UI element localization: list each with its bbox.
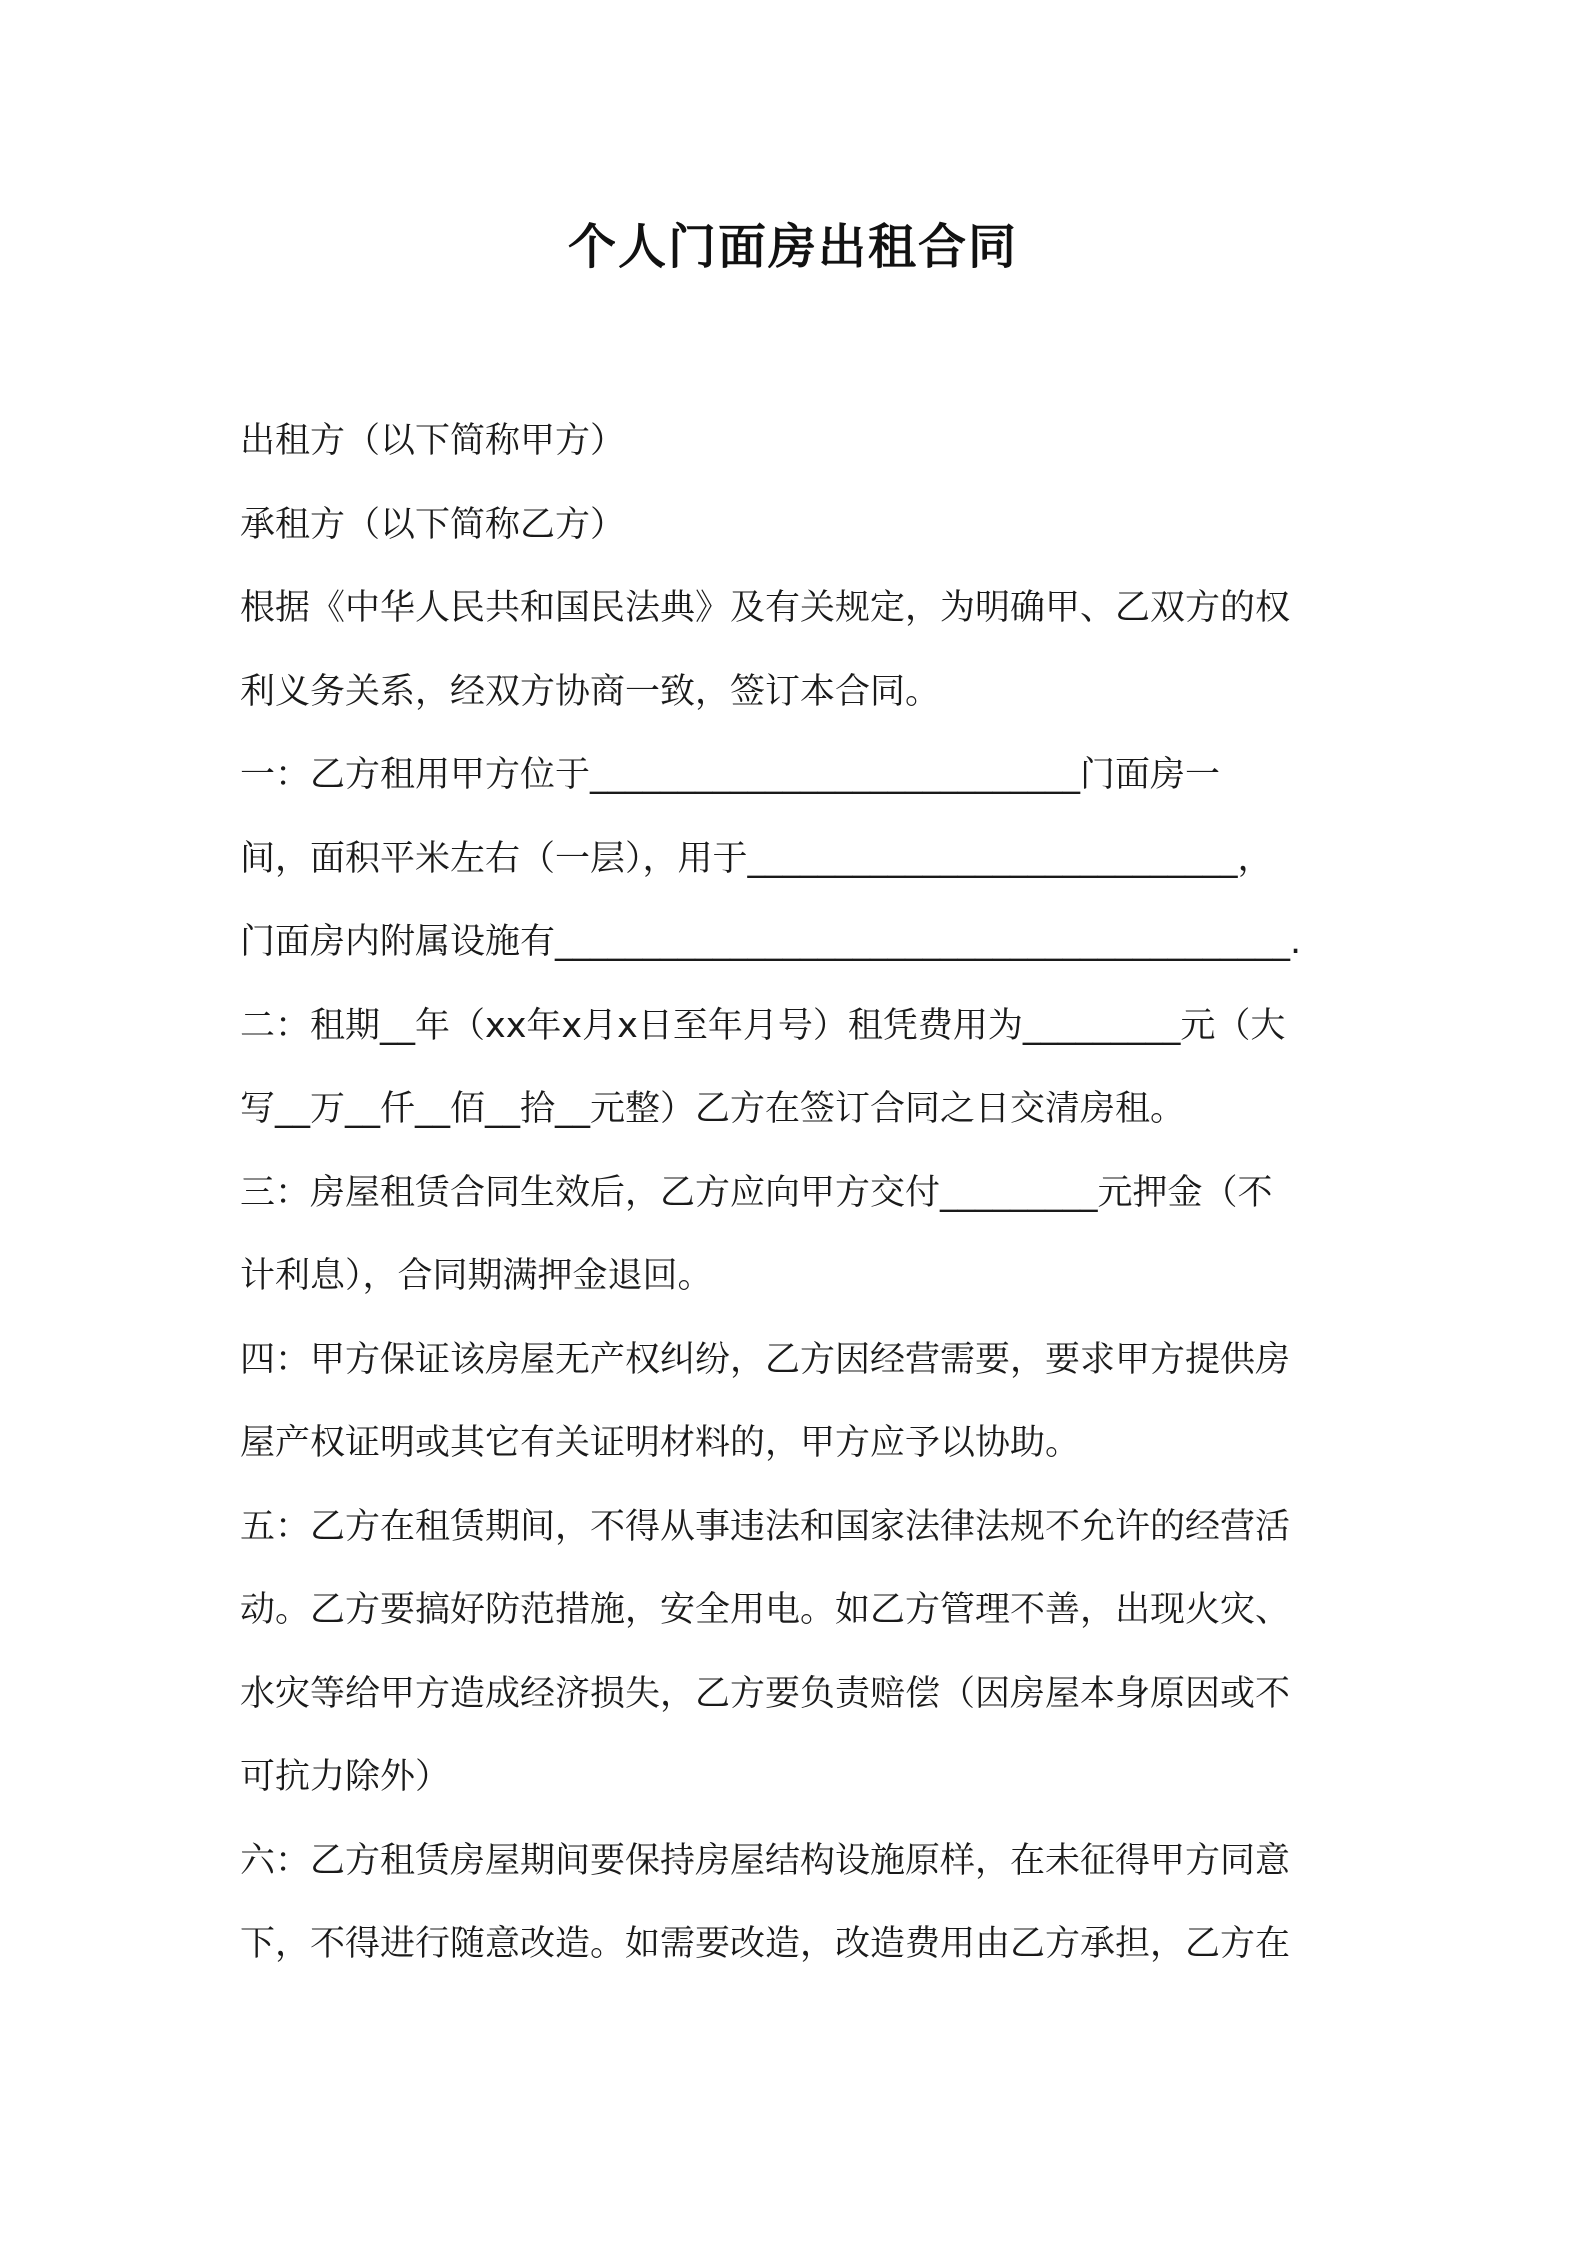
clause-5-line: 水灾等给甲方造成经济损失，乙方要负责赔偿（因房屋本身原因或不: [240, 1673, 1291, 1714]
clause-1-line: 一：乙方租用甲方位于____________________________门面房一: [240, 755, 1221, 795]
clause-6-line: 六：乙方租赁房屋期间要保持房屋结构设施原样，在未征得甲方同意: [240, 1840, 1291, 1881]
clause-2-line: 写__万__仟__佰__拾__元整）乙方在签订合同之日交清房租。: [240, 1089, 1186, 1129]
party-b-line: 承租方（以下简称乙方）: [240, 504, 626, 545]
clause-3-line: 计利息），合同期满押金退回。: [240, 1256, 713, 1296]
clause-5-line: 五：乙方在租赁期间，不得从事违法和国家法律法规不允许的经营活: [240, 1506, 1291, 1547]
clause-1-line: 间，面积平米左右（一层），用于____________________________，: [240, 838, 1273, 879]
document-title: 个人门面房出租合同: [567, 219, 1018, 275]
document-body: [240, 400, 1360, 1987]
clause-6-line: 下，不得进行随意改造。如需要改造，改造费用由乙方承担，乙方在: [240, 1924, 1291, 1964]
clause-3-line: 三：房屋租赁合同生效后，乙方应向甲方交付_________元押金（不: [240, 1172, 1273, 1213]
clause-4-line: 屋产权证明或其它有关证明材料的，甲方应予以协助。: [240, 1423, 1081, 1463]
clause-2-line: 二：租期__年（xx年x月x日至年月号）租凭费用为_________元（大: [240, 1005, 1286, 1046]
clause-5-line: 可抗力除外）: [240, 1757, 451, 1797]
clause-5-line: 动。乙方要搞好防范措施，安全用电。如乙方管理不善，出现火灾、: [240, 1590, 1291, 1630]
preamble-line: 根据《中华人民共和国民法典》及有关规定，为明确甲、乙双方的权: [240, 588, 1291, 628]
clause-1-line: 门面房内附属设施有__________________________________________.: [240, 922, 1302, 962]
clause-4-line: 四：甲方保证该房屋无产权纠纷，乙方因经营需要，要求甲方提供房: [240, 1339, 1291, 1380]
party-a-line: 出租方（以下简称甲方）: [240, 421, 626, 461]
preamble-line: 利义务关系，经双方协商一致，签订本合同。: [240, 671, 941, 712]
